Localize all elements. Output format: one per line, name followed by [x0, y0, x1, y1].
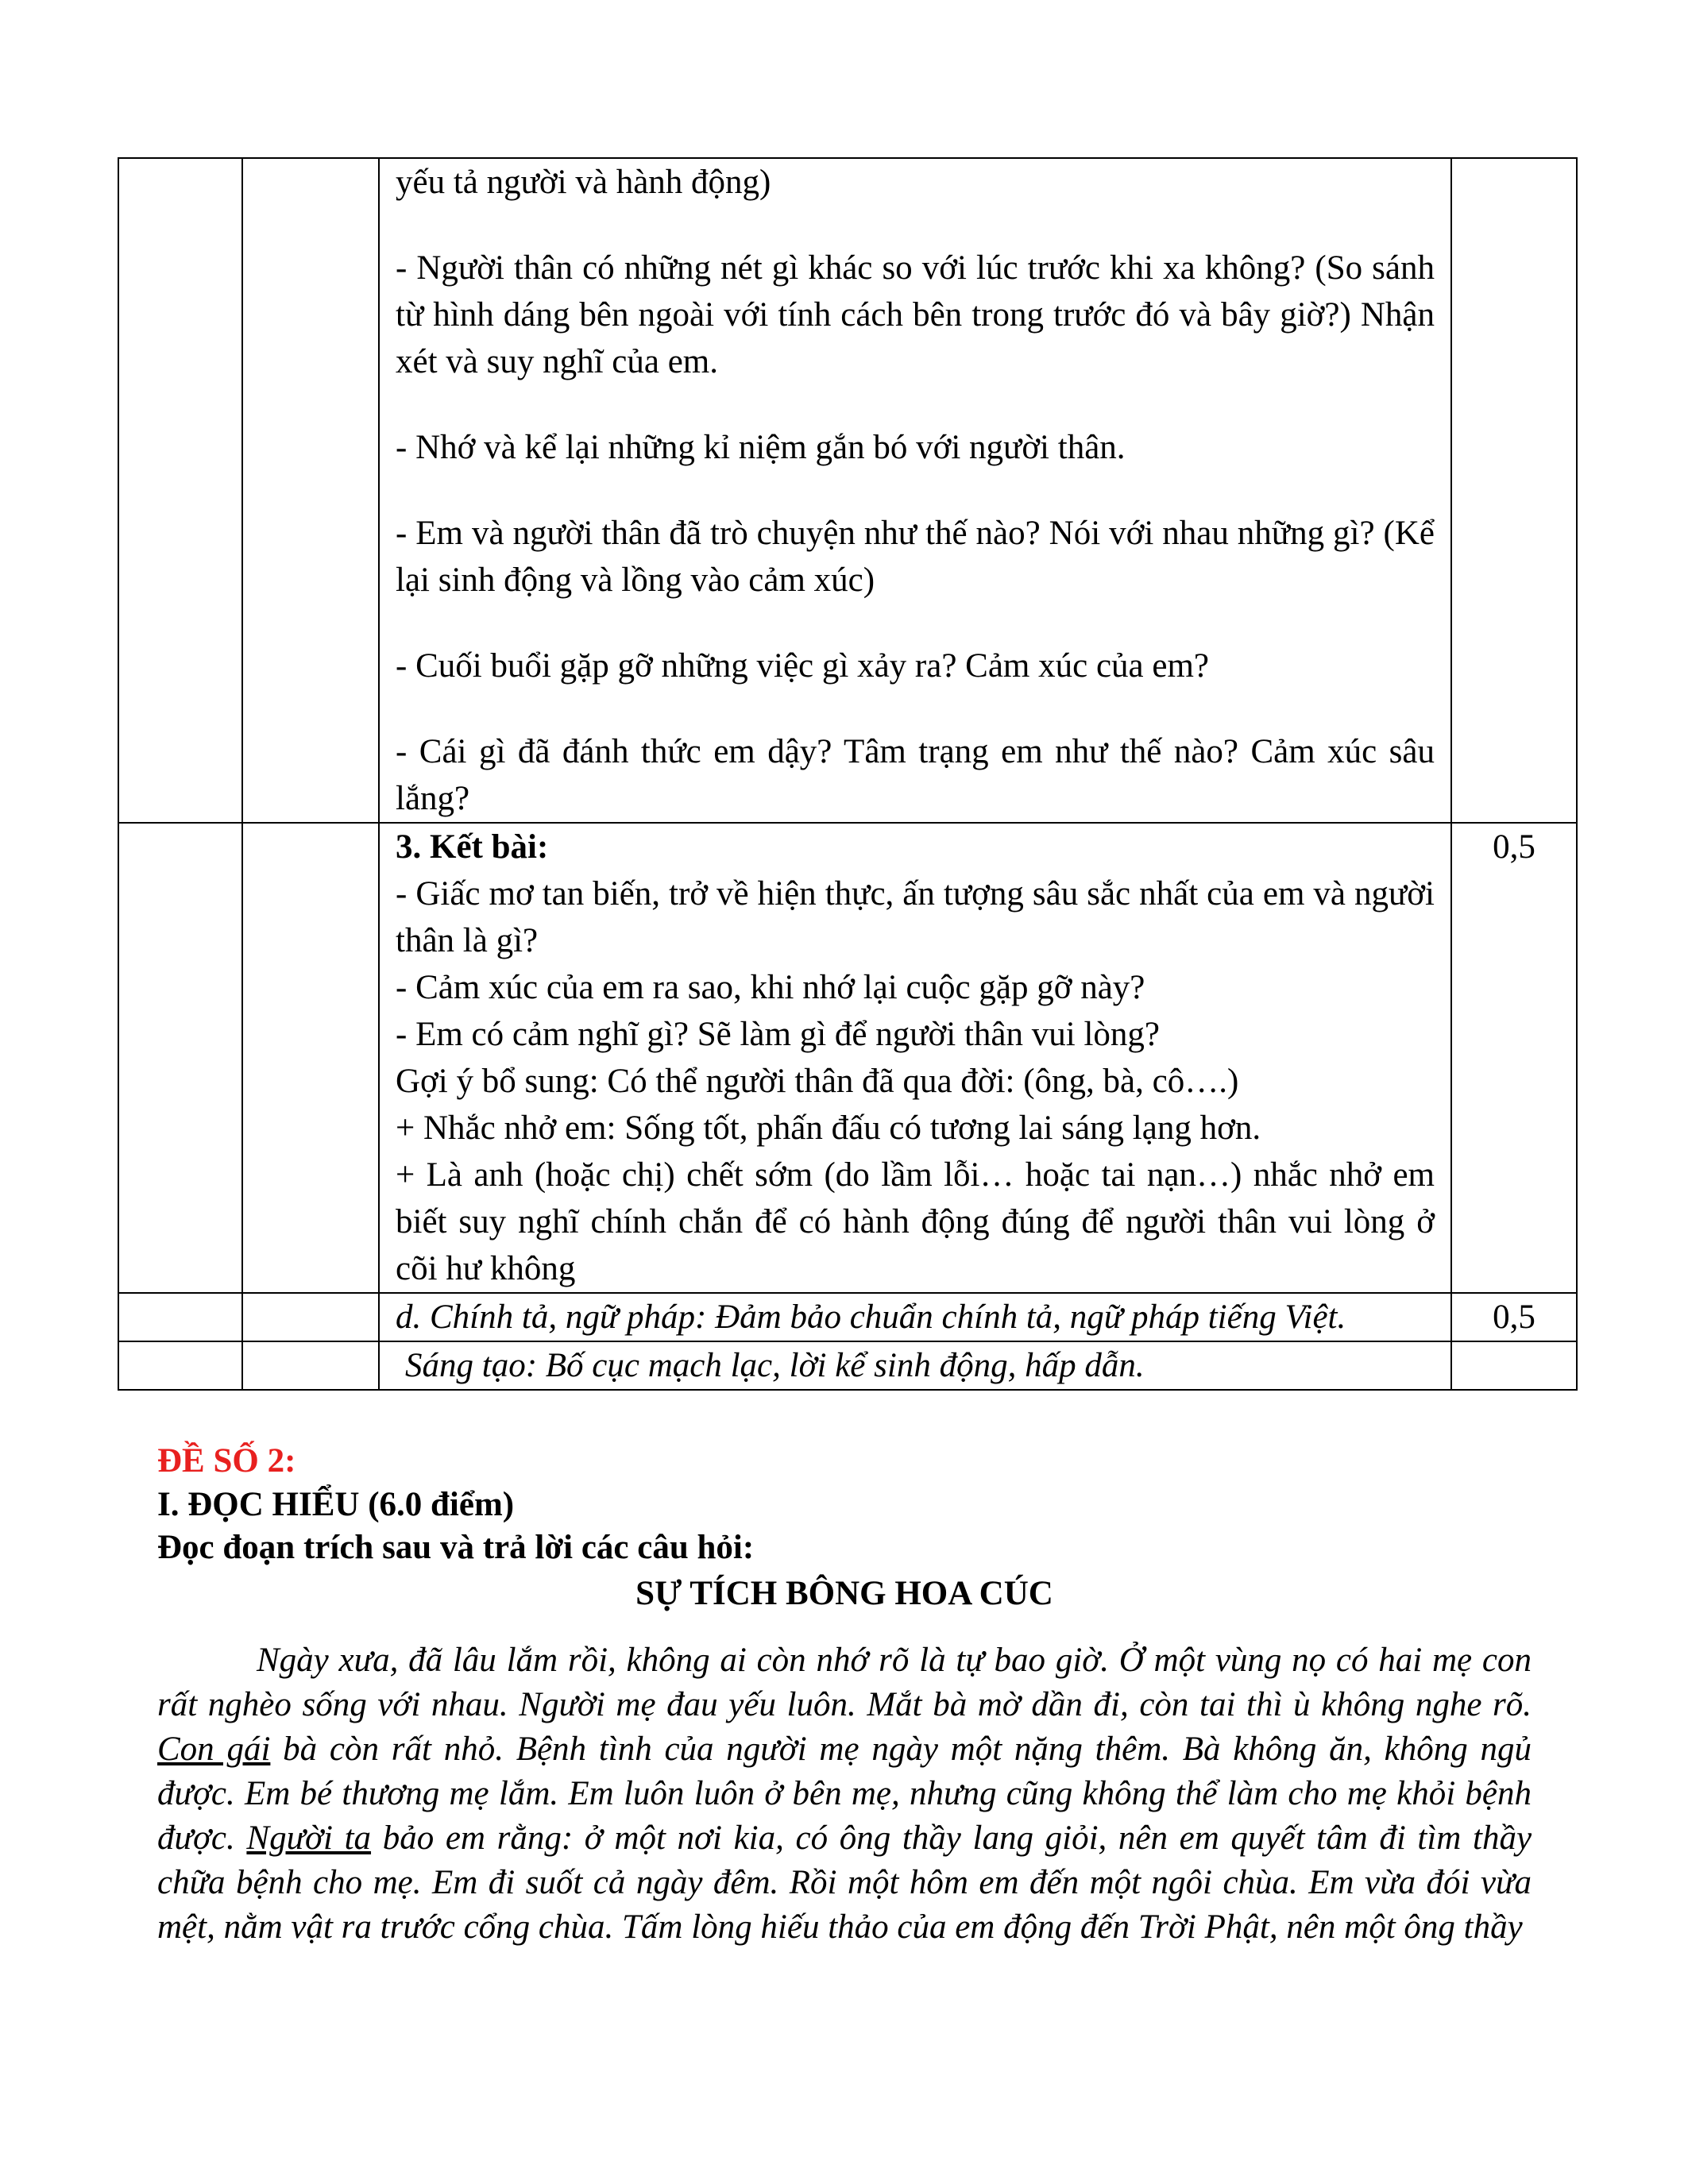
table-cell-score	[1451, 1341, 1577, 1390]
content-line: + Nhắc nhở em: Sống tốt, phấn đấu có tương lai sáng lạng hơn.	[396, 1109, 1261, 1147]
table-cell-empty	[118, 1293, 242, 1341]
exam-label: ĐỀ SỐ 2:	[157, 1442, 296, 1480]
table-cell-content	[379, 1293, 1451, 1341]
content-line: - Cái gì đã đánh thức em dậy? Tâm trạng em như thế nào? Cảm xúc sâu lắng?	[396, 733, 1435, 817]
story-text: bà còn rất nhỏ. Bệnh tình của người mẹ ngày một nặng thêm. Bà không ăn, không ngủ được. Em bé thương mẹ lắm. Em luôn luôn ở bên mẹ, nhưng cũng không thể làm cho mẹ khỏi bệnh được.	[157, 1731, 1532, 1857]
table-cell-score	[1451, 158, 1577, 823]
table-cell-empty	[118, 1341, 242, 1390]
table-cell-empty	[118, 823, 242, 1293]
rubric-table	[118, 157, 1578, 1391]
content-line: d. Chính tả, ngữ pháp: Đảm bảo chuẩn chính tả, ngữ pháp tiếng Việt.	[396, 1298, 1346, 1336]
content-line: - Cảm xúc của em ra sao, khi nhớ lại cuộc gặp gỡ này?	[396, 969, 1145, 1006]
table-cell-score: 0,5	[1451, 823, 1577, 1293]
content-line: yếu tả người và hành động)	[396, 164, 771, 201]
content-line: Gợi ý bổ sung: Có thể người thân đã qua đời: (ông, bà, cô….)	[396, 1063, 1239, 1100]
table-cell-empty	[242, 1341, 379, 1390]
table-cell-content	[379, 823, 1451, 1293]
table-cell-score: 0,5	[1451, 1293, 1577, 1341]
part-heading: I. ĐỌC HIỂU (6.0 điểm)	[157, 1486, 515, 1523]
content-line: - Em và người thân đã trò chuyện như thế nào? Nói với nhau những gì? (Kể lại sinh động và lồng vào cảm xúc)	[396, 515, 1435, 599]
table-cell-empty	[118, 158, 242, 823]
content-line: + Là anh (hoặc chị) chết sớm (do lầm lỗi… hoặc tai nạn…) nhắc nhở em biết suy nghĩ chính chắn để có hành động đúng để người thân vui lòng ở cõi hư không	[396, 1156, 1435, 1287]
table-row	[118, 1341, 1577, 1390]
table-cell-empty	[242, 158, 379, 823]
table-cell-content	[379, 1341, 1451, 1390]
table-cell-content	[379, 158, 1451, 823]
content-line: - Em có cảm nghĩ gì? Sẽ làm gì để người thân vui lòng?	[396, 1016, 1160, 1053]
content-line: - Người thân có những nét gì khác so với lúc trước khi xa không? (So sánh từ hình dáng bên ngoài với tính cách bên trong trước đó và bây giờ?) Nhận xét và suy nghĩ của em.	[396, 249, 1435, 380]
story-title: SỰ TÍCH BÔNG HOA CÚC	[635, 1575, 1053, 1612]
underlined-phrase: Con gái	[157, 1731, 271, 1768]
instruction: Đọc đoạn trích sau và trả lời các câu hỏi:	[157, 1529, 755, 1566]
story-text: Ngày xưa, đã lâu lắm rồi, không ai còn nhớ rõ là tự bao giờ. Ở một vùng nọ có hai mẹ con rất nghèo sống với nhau. Người mẹ đau yếu luôn. Mắt bà mờ dần đi, còn tai thì ù không nghe rõ.	[157, 1642, 1532, 1723]
table-row	[118, 158, 1577, 823]
content-line: - Nhớ và kể lại những kỉ niệm gắn bó với người thân.	[396, 429, 1126, 466]
content-line: - Cuối buổi gặp gỡ những việc gì xảy ra? Cảm xúc của em?	[396, 647, 1210, 685]
content-line: - Giấc mơ tan biến, trở về hiện thực, ấn tượng sâu sắc nhất của em và người thân là gì?	[396, 875, 1435, 959]
table-cell-empty	[242, 823, 379, 1293]
story-paragraph	[157, 1638, 1532, 1950]
table-row	[118, 1293, 1577, 1341]
table-row	[118, 823, 1577, 1293]
underlined-phrase: Người ta	[246, 1819, 372, 1857]
content-line: Sáng tạo: Bố cục mạch lạc, lời kể sinh động, hấp dẫn.	[405, 1347, 1145, 1384]
section-heading: 3. Kết bài:	[396, 828, 549, 866]
story-text: bảo em rằng: ở một nơi kia, có ông thầy lang giỏi, nên em quyết tâm đi tìm thầy chữa bệnh cho mẹ. Em đi suốt cả ngày đêm. Rồi một hôm em đến một ngôi chùa. Em vừa đói vừa mệt, nằm vật ra trước cổng chùa. Tấm lòng hiếu thảo của em động đến Trời Phật, nên một ông thầy	[157, 1819, 1532, 1946]
table-cell-empty	[242, 1293, 379, 1341]
